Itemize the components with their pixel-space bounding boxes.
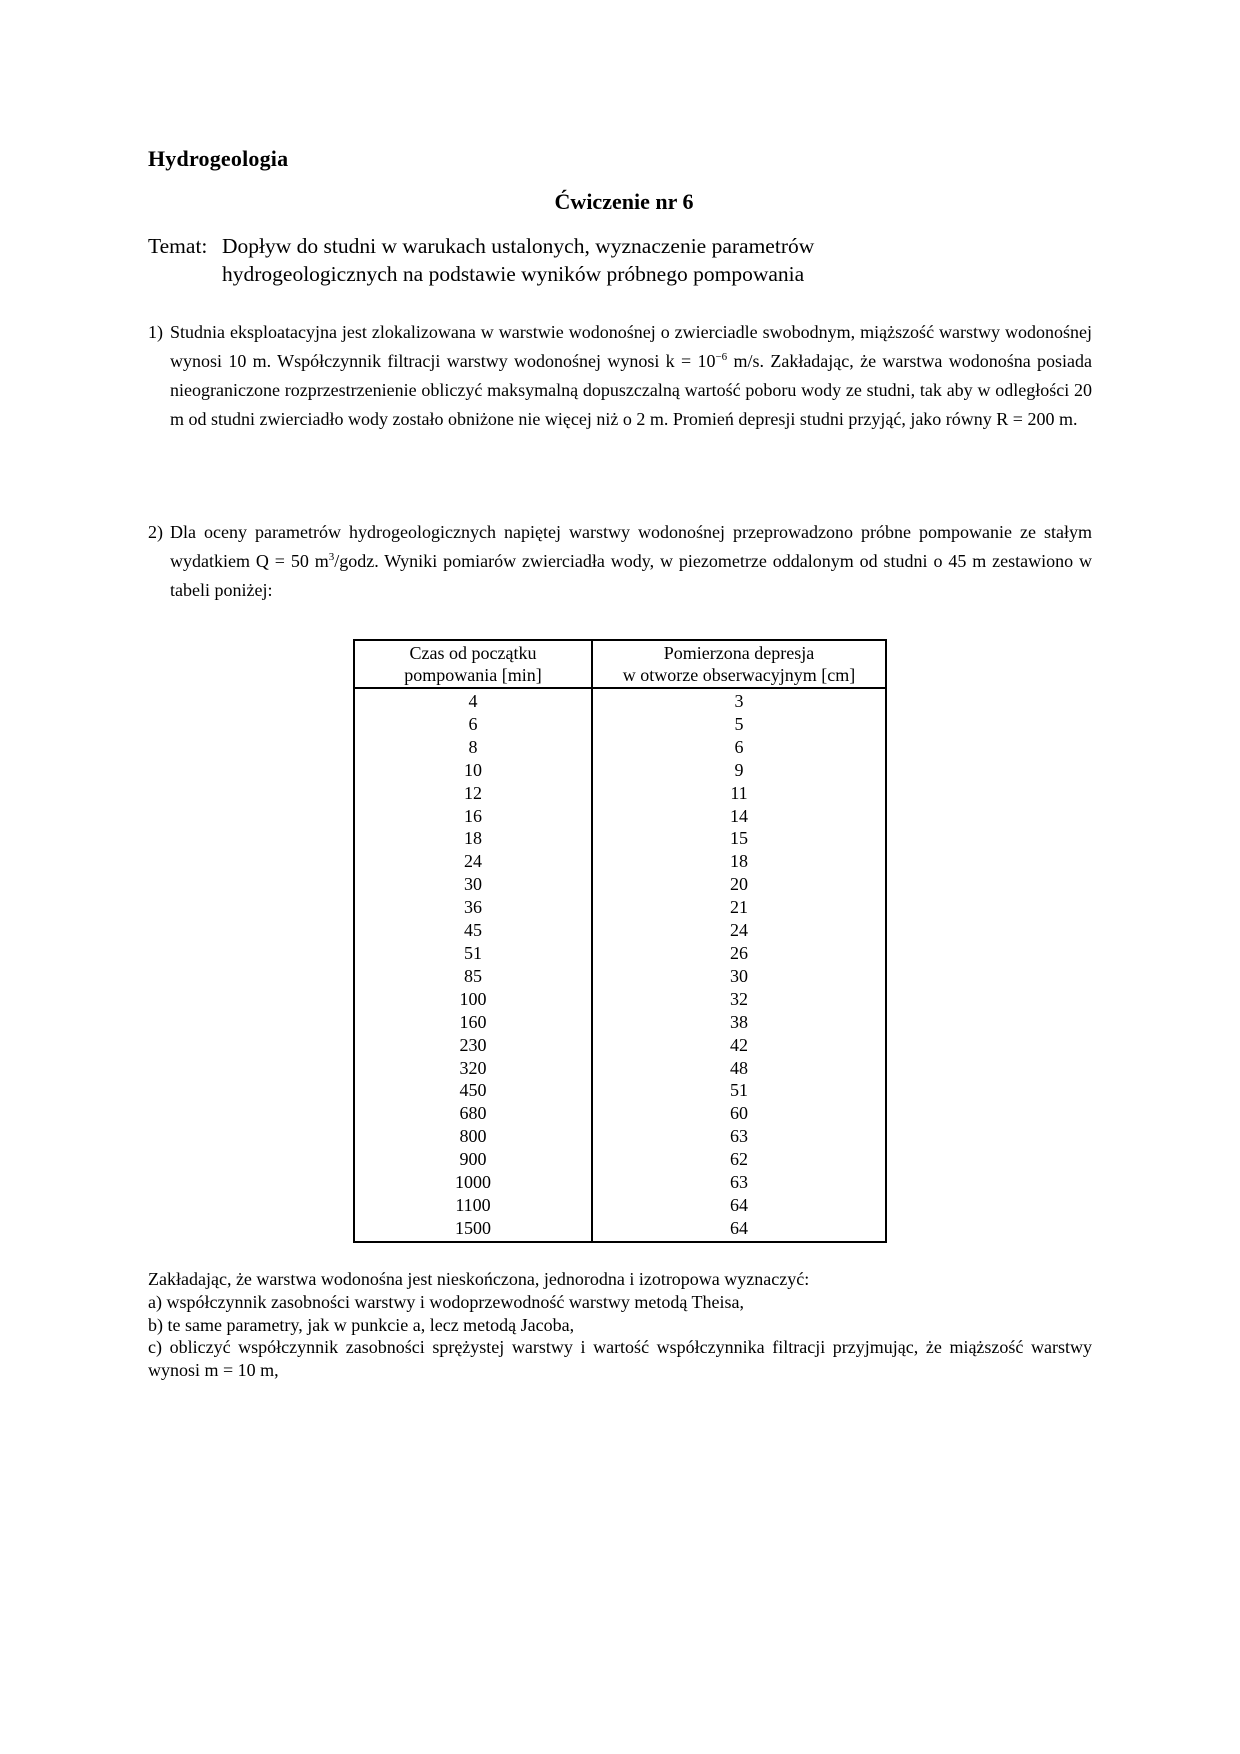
cell-time: 10 [354, 759, 592, 782]
cell-depression: 63 [730, 1172, 748, 1193]
cell-time: 450 [354, 1079, 592, 1102]
task-2 [148, 518, 1092, 605]
table-row [354, 896, 886, 919]
cell-depression: 62 [730, 1149, 748, 1170]
cell-depression: 30 [730, 965, 748, 986]
table-row [354, 805, 886, 828]
cell-depression: 9 [734, 759, 744, 780]
task-2-text-part1: Dla oceny parametrów hydrogeologicznych napiętej warstwy wodonośnej przeprowadzono próbne pompowanie ze stałym wydatkiem Q = 50 m [170, 522, 1092, 571]
cell-time: 18 [354, 827, 592, 850]
cell-time: 85 [354, 965, 592, 988]
task-1-text-part1: Studnia eksploatacyjna jest zlokalizowana w warstwie wodonośnej o zwierciadle swobodnym, miąższość warstwy wodonośnej wynosi 10 m. Współczynnik filtracji warstwy wodonośnej wynosi k = 10 [170, 322, 1092, 371]
cell-time: 230 [354, 1034, 592, 1057]
cell-time: 900 [354, 1148, 592, 1171]
cell-time: 680 [354, 1102, 592, 1125]
cell-depression: 5 [734, 713, 744, 734]
table-header-row [354, 640, 886, 688]
table-row [354, 919, 886, 942]
header-depression-line2: w otworze obserwacyjnym [cm] [622, 665, 856, 685]
conclusion-intro: Zakładając, że warstwa wodonośna jest nieskończona, jednorodna i izotropowa wyznaczyć: [148, 1269, 810, 1289]
table-row [354, 1171, 886, 1194]
table-row [354, 1148, 886, 1171]
cell-depression: 48 [730, 1057, 748, 1078]
table-row [354, 736, 886, 759]
task-1-text [148, 318, 1092, 434]
table-row [354, 688, 886, 713]
table-row [354, 1034, 886, 1057]
cell-depression: 14 [730, 805, 748, 826]
table-row [354, 988, 886, 1011]
topic-line-2: hydrogeologicznych na podstawie wyników próbnego pompowania [222, 262, 805, 286]
cell-depression: 20 [730, 874, 748, 895]
cell-depression: 6 [734, 736, 744, 757]
cell-depression: 15 [730, 828, 748, 849]
cell-time: 51 [354, 942, 592, 965]
cell-time: 1100 [354, 1194, 592, 1217]
cell-time: 24 [354, 850, 592, 873]
header-depression-line1: Pomierzona depresja [663, 643, 815, 663]
table-row [354, 942, 886, 965]
conclusion [148, 1268, 1092, 1382]
header-time [354, 640, 592, 688]
cell-depression: 26 [730, 942, 748, 963]
task-1 [148, 318, 1092, 434]
header-depression [592, 640, 886, 688]
cell-depression: 60 [730, 1103, 748, 1124]
table-row [354, 1102, 886, 1125]
pumping-data-table [353, 639, 887, 1243]
cell-time: 320 [354, 1057, 592, 1080]
cell-time: 1500 [354, 1217, 592, 1242]
table-row [354, 713, 886, 736]
table-body [354, 688, 886, 1242]
table-row [354, 1125, 886, 1148]
cell-time: 12 [354, 782, 592, 805]
cell-depression: 51 [730, 1080, 748, 1101]
subject-heading: Hydrogeologia [148, 146, 289, 171]
cell-depression: 42 [730, 1034, 748, 1055]
cell-depression: 63 [730, 1126, 748, 1147]
conclusion-item-c: c) obliczyć współczynnik zasobności sprężystej warstwy i wartość współczynnika filtracji przyjmując, że miąższość warstwy wynosi m = 10 m, [148, 1337, 1092, 1381]
cell-depression: 24 [730, 920, 748, 941]
conclusion-item-a: a) współczynnik zasobności warstwy i wodoprzewodność warstwy metodą Theisa, [148, 1291, 745, 1312]
topic [148, 232, 948, 288]
header-time-line2: pompowania [min] [404, 665, 542, 685]
task-2-exponent: 3 [328, 551, 335, 563]
cell-time: 8 [354, 736, 592, 759]
cell-depression: 18 [730, 851, 748, 872]
table-row [354, 1217, 886, 1242]
cell-time: 4 [354, 688, 592, 713]
task-2-text [148, 518, 1092, 605]
cell-time: 6 [354, 713, 592, 736]
exercise-title-text: Ćwiczenie nr 6 [554, 189, 694, 214]
task-2-text-part2: /godz. Wyniki pomiarów zwierciadła wody, w piezometrze oddalonym od studni o 45 m zestawiono w tabeli poniżej: [170, 551, 1092, 600]
cell-time: 36 [354, 896, 592, 919]
cell-time: 30 [354, 873, 592, 896]
cell-depression: 11 [730, 782, 748, 803]
table-row [354, 1079, 886, 1102]
task-2-number: 2) [148, 522, 163, 542]
table-row [354, 873, 886, 896]
cell-depression: 21 [730, 897, 748, 918]
table-row [354, 965, 886, 988]
cell-time: 1000 [354, 1171, 592, 1194]
topic-line-1 [148, 232, 948, 260]
cell-depression: 32 [730, 988, 748, 1009]
cell-time: 16 [354, 805, 592, 828]
cell-depression: 38 [730, 1011, 748, 1032]
task-1-text-part2: m/s. Zakładając, że warstwa wodonośna posiada nieograniczone rozprzestrzenienie obliczyć maksymalną dopuszczalną wartość poboru wody ze studni, tak aby w odległości 20 m od studni zwierciadło wody zostało obniżone nie więcej niż o 2 m. Promień depresji studni przyjąć, jako równy R = 200 m. [170, 351, 1092, 429]
topic-text-1: Dopływ do studni w warukach ustalonych, wyznaczenie parametrów [222, 234, 815, 258]
conclusion-item-b: b) te same parametry, jak w punkcie a, lecz metodą Jacoba, [148, 1314, 575, 1335]
table-row [354, 827, 886, 850]
cell-time: 100 [354, 988, 592, 1011]
cell-time: 45 [354, 919, 592, 942]
header-time-line1: Czas od początku [409, 643, 537, 663]
table-row [354, 759, 886, 782]
cell-depression: 3 [734, 691, 744, 711]
table-row [354, 1194, 886, 1217]
task-1-number: 1) [148, 322, 163, 342]
exercise-title [0, 189, 1240, 215]
cell-time: 800 [354, 1125, 592, 1148]
topic-label: Temat: [148, 234, 208, 258]
task-1-exponent: −6 [715, 351, 728, 363]
table-row [354, 1011, 886, 1034]
cell-time: 160 [354, 1011, 592, 1034]
table-row [354, 1057, 886, 1080]
table-row [354, 850, 886, 873]
cell-depression: 64 [730, 1194, 748, 1215]
table-row [354, 782, 886, 805]
cell-depression: 64 [730, 1217, 748, 1238]
